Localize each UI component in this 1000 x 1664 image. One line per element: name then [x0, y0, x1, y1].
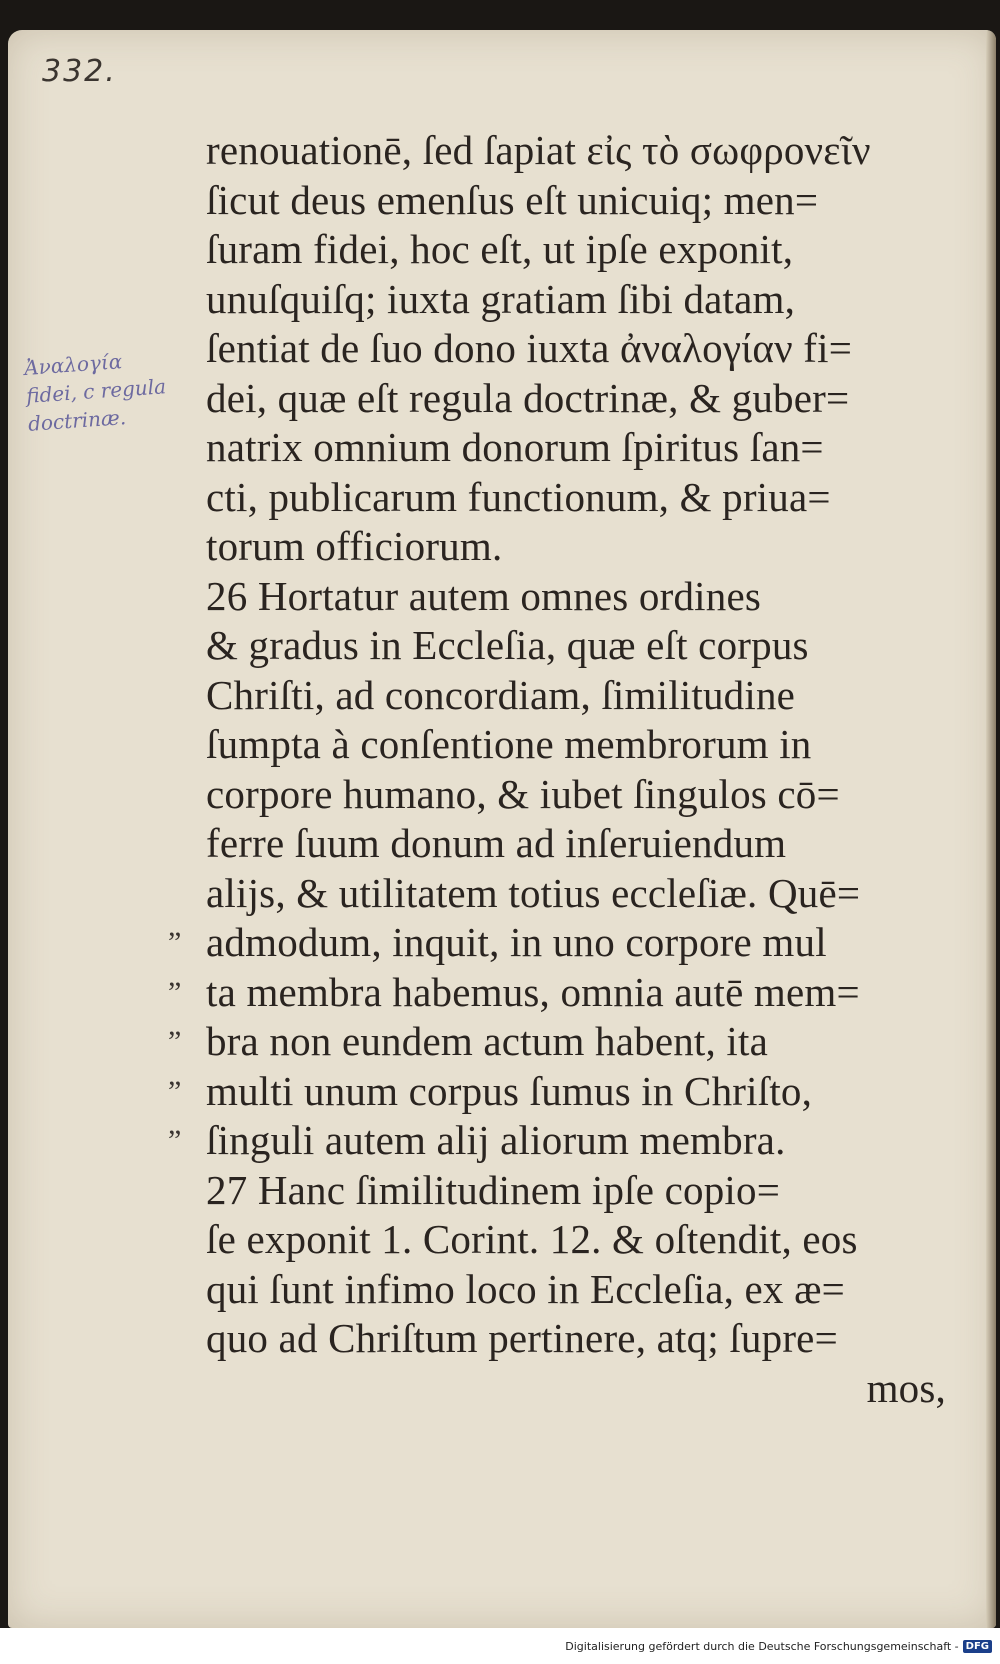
line-text: alijs, & utilitatem totius eccleſiæ. Quē=: [206, 869, 861, 916]
text-line: [206, 671, 946, 721]
text-line: [206, 473, 946, 523]
line-text: natrix omnium donorum ſpiritus ſan=: [206, 424, 824, 470]
line-text: torum officiorum.: [206, 523, 503, 569]
text-line: [206, 1215, 946, 1265]
page-edge: [986, 30, 996, 1628]
quotation-mark: ”: [168, 975, 182, 1009]
text-line: [206, 423, 946, 473]
text-line: [206, 374, 946, 424]
text-line: [206, 522, 946, 572]
line-text: ta membra habemus, omnia autē mem=: [206, 968, 860, 1015]
line-text: 26 Hortatur autem omnes ordines: [206, 572, 762, 619]
quotation-mark: ”: [168, 1124, 182, 1157]
line-text: quo ad Chriſtum pertinere, atq; ſupre=: [206, 1315, 838, 1361]
footer-bar: [0, 1628, 1000, 1664]
text-line: [206, 126, 946, 176]
text-line: [206, 176, 946, 226]
quotation-mark: ”: [168, 1025, 182, 1058]
line-text: & gradus in Eccleſia, quæ eſt corpus: [206, 622, 809, 668]
marginal-note-line: doctrinæ.: [27, 405, 127, 436]
line-text: ſuram fidei, hoc eſt, ut ipſe exponit,: [206, 226, 794, 272]
text-line: [168, 968, 946, 1018]
line-text: ſinguli autem alij aliorum membra.: [206, 1117, 786, 1163]
text-line: [206, 720, 946, 770]
line-text: cti, publicarum functionum, & priua=: [206, 473, 831, 520]
text-line: [206, 869, 946, 919]
line-text: ſumpta à conſentione membrorum in: [206, 721, 812, 767]
line-text: ſicut deus emenſus eſt unicuiq; men=: [206, 176, 819, 223]
text-line: [206, 819, 946, 869]
text-line: [168, 1017, 946, 1067]
text-line: [168, 1067, 946, 1117]
book-page: [8, 30, 996, 1628]
text-line: [168, 1116, 946, 1166]
line-text: multi unum corpus ſumus in Chriſto,: [206, 1067, 813, 1114]
quotation-mark: ”: [168, 1074, 182, 1108]
text-line: [206, 324, 946, 374]
text-line: [168, 918, 946, 968]
line-text: 27 Hanc ſimilitudinem ipſe copio=: [206, 1166, 781, 1213]
funding-credit: Digitalisierung gefördert durch die Deutsche Forschungsgemeinschaft -: [565, 1639, 959, 1653]
marginal-note-line: fidei, c regula: [25, 374, 167, 408]
page-number: 332.: [42, 54, 117, 89]
quotation-mark: ”: [168, 926, 182, 959]
line-text: admodum, inquit, in uno corpore mul: [206, 919, 827, 965]
text-line: [206, 1166, 946, 1216]
marginal-note: [23, 342, 198, 438]
line-text: Chriſti, ad concordiam, ſimilitudine: [206, 671, 796, 718]
text-line: [206, 572, 946, 622]
line-text: ferre ſuum donum ad inſeruiendum: [206, 820, 787, 866]
dfg-logo: DFG: [963, 1640, 992, 1653]
line-text: unuſquiſq; iuxta gratiam ſibi datam,: [206, 275, 796, 322]
line-text: corpore humano, & iubet ſingulos cō=: [206, 770, 840, 817]
line-text: bra non eundem actum habent, ita: [206, 1018, 768, 1064]
text-line: [206, 1265, 946, 1315]
line-text: qui ſunt infimo loco in Eccleſia, ex æ=: [206, 1265, 845, 1312]
text-line: [206, 275, 946, 325]
text-line: [206, 1314, 946, 1364]
line-text: dei, quæ eſt regula doctrinæ, & guber=: [206, 374, 850, 421]
text-line: [206, 770, 946, 820]
text-line: [206, 225, 946, 275]
catchword: mos,: [866, 1364, 946, 1411]
line-text: ſe exponit 1. Corint. 12. & oſtendit, eos: [206, 1216, 858, 1262]
line-text: renouationē, ſed ſapiat εἰς τὸ σωφρονεῖν: [206, 127, 871, 173]
text-line: [206, 621, 946, 671]
body-text: [168, 126, 946, 1413]
marginal-note-line: Ἀναλογία: [23, 349, 123, 380]
line-text: ſentiat de ſuo dono iuxta ἀναλογίαν fi=: [206, 325, 853, 371]
